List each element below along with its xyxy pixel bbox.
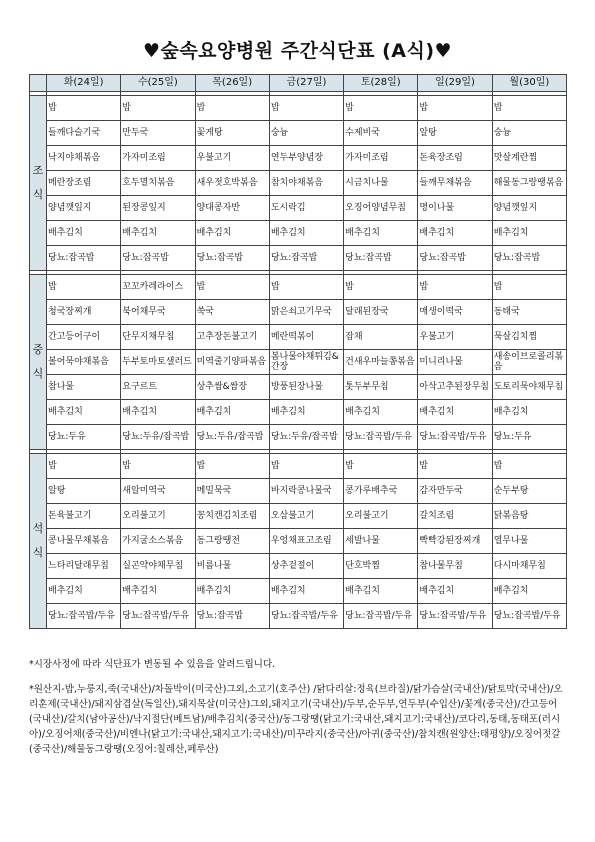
menu-item-cell: 밥 [269, 275, 343, 300]
menu-item-cell: 배추김치 [492, 579, 566, 604]
menu-item-cell: 당뇨:잡곡밥 [195, 246, 269, 271]
menu-item-cell: 배추김치 [121, 579, 195, 604]
menu-item-cell: 당뇨:잡곡밥 [195, 604, 269, 629]
menu-item-cell: 비름나물 [195, 554, 269, 579]
menu-item-cell: 당뇨:잡곡밥/두유 [344, 425, 418, 450]
menu-item-cell: 느타리달래무침 [47, 554, 121, 579]
menu-item-cell: 배추김치 [344, 221, 418, 246]
origin-notice: *원산지-밥,누룽지,죽(국내산)/차돌박이(미국산)그외,소고기(호주산) /닭다리살:정육(브라질)/닭가슴살(국내산)/닭토막(국내산)/오리훈제(국내산)/돼지삼겹살(독일산),돼지목살(미국산)그외,돼지고기(국내산)/두부,순두부,연두부(수입산)/꽃게(중국산)/간고등어(국내산)/갈치(남아공산)/낙지절단(베트남)/배추김치(중국산)/동그랑땡(닭고기:국내산,돼지고기:국내산)/코다리,동태,동태포(러시아)/오징어채(중국산)/비엔나(닭고기:국내산,돼지고기:국내산)/미꾸라지(중국산)/아귀(중국산)/참치캔(원양산:태평양)/오징어젓갈(중국산)/해물동그랑땡(오징어:칠레산,페루산) [29, 684, 563, 755]
menu-item-cell: 밥 [492, 454, 566, 479]
menu-item-cell: 수제비국 [344, 121, 418, 146]
day-header: 금(27일) [269, 75, 343, 92]
menu-item-cell: 오삼불고기 [269, 504, 343, 529]
menu-item-cell: 건새우마늘쫑볶음 [344, 350, 418, 375]
menu-item-cell: 배추김치 [492, 400, 566, 425]
menu-item-cell: 콩나물무채볶음 [47, 529, 121, 554]
menu-item-cell: 오리불고기 [344, 504, 418, 529]
menu-item-cell: 빡빡강된장찌개 [418, 529, 492, 554]
weekly-menu-table [29, 74, 567, 629]
menu-row [30, 604, 567, 629]
menu-item-cell: 배추김치 [47, 579, 121, 604]
menu-item-cell: 가자미조림 [344, 146, 418, 171]
menu-item-cell: 숭늉 [269, 121, 343, 146]
menu-item-cell: 새알미역국 [121, 479, 195, 504]
menu-item-cell: 감자만두국 [418, 479, 492, 504]
menu-item-cell: 메밀묵국 [195, 479, 269, 504]
menu-item-cell: 도토리묵야채무침 [492, 375, 566, 400]
menu-item-cell: 실곤약야채무침 [121, 554, 195, 579]
menu-item-cell: 양대콩자반 [195, 196, 269, 221]
menu-item-cell: 꽃게탕 [195, 121, 269, 146]
menu-item-cell: 메란장조림 [47, 171, 121, 196]
menu-item-cell: 밥 [269, 454, 343, 479]
menu-item-cell: 밥 [344, 275, 418, 300]
menu-item-cell: 밥 [492, 96, 566, 121]
menu-item-cell: 메란떡볶이 [269, 325, 343, 350]
menu-item-cell: 아삭고추된장무침 [418, 375, 492, 400]
menu-item-cell: 당뇨:두유/잡곡밥 [121, 425, 195, 450]
menu-item-cell: 청국장찌개 [47, 300, 121, 325]
menu-item-cell: 달래된장국 [344, 300, 418, 325]
menu-row [30, 325, 567, 350]
menu-row [30, 96, 567, 121]
header-corner [30, 75, 47, 92]
menu-row [30, 121, 567, 146]
menu-item-cell: 미니리나물 [418, 350, 492, 375]
menu-row [30, 454, 567, 479]
day-header-row [30, 75, 567, 92]
menu-item-cell: 오징어양념무침 [344, 196, 418, 221]
menu-row [30, 350, 567, 375]
menu-item-cell: 맛살계란찜 [492, 146, 566, 171]
menu-item-cell: 미역줄기양파볶음 [195, 350, 269, 375]
menu-item-cell: 당뇨:잡곡밥/두유 [269, 604, 343, 629]
menu-item-cell: 바지락콩나물국 [269, 479, 343, 504]
menu-item-cell: 낙지야채볶음 [47, 146, 121, 171]
menu-row [30, 425, 567, 450]
menu-item-cell: 참치야채볶음 [269, 171, 343, 196]
menu-item-cell: 잡채 [344, 325, 418, 350]
menu-item-cell: 밥 [492, 275, 566, 300]
menu-item-cell: 명이나물 [418, 196, 492, 221]
menu-item-cell: 돈육장조림 [418, 146, 492, 171]
menu-item-cell: 봄나물야채튀김&간장 [269, 350, 343, 375]
menu-item-cell: 우불고기 [195, 146, 269, 171]
menu-row [30, 221, 567, 246]
menu-item-cell: 당뇨:두유 [47, 425, 121, 450]
menu-item-cell: 배추김치 [195, 579, 269, 604]
menu-item-cell: 참나물무침 [418, 554, 492, 579]
menu-item-cell: 연두부양념장 [269, 146, 343, 171]
menu-item-cell: 당뇨:잡곡밥/두유 [418, 604, 492, 629]
menu-item-cell: 상추쌈&쌈장 [195, 375, 269, 400]
menu-item-cell: 당뇨:잡곡밥 [269, 246, 343, 271]
menu-item-cell: 당뇨:잡곡밥/두유 [121, 604, 195, 629]
menu-item-cell: 묵살김치찜 [492, 325, 566, 350]
menu-item-cell: 참나물 [47, 375, 121, 400]
menu-item-cell: 오리불고기 [121, 504, 195, 529]
menu-row [30, 400, 567, 425]
menu-item-cell: 순두부탕 [492, 479, 566, 504]
menu-item-cell: 두부토마토샐러드 [121, 350, 195, 375]
menu-row [30, 554, 567, 579]
menu-item-cell: 당뇨:잡곡밥/두유 [492, 604, 566, 629]
menu-item-cell: 배추김치 [269, 579, 343, 604]
menu-item-cell: 배추김치 [418, 221, 492, 246]
menu-item-cell: 북어채무국 [121, 300, 195, 325]
menu-item-cell: 배추김치 [344, 400, 418, 425]
menu-item-cell: 배추김치 [344, 579, 418, 604]
menu-item-cell: 배추김치 [418, 579, 492, 604]
menu-item-cell: 단호박찜 [344, 554, 418, 579]
menu-item-cell: 배추김치 [269, 221, 343, 246]
meal-label: 석 식 [30, 454, 47, 629]
menu-item-cell: 세발나물 [344, 529, 418, 554]
menu-item-cell: 배추김치 [47, 221, 121, 246]
menu-item-cell: 호두멸치볶음 [121, 171, 195, 196]
menu-item-cell: 만두국 [121, 121, 195, 146]
menu-item-cell: 들깨무채볶음 [418, 171, 492, 196]
menu-item-cell: 배추김치 [418, 400, 492, 425]
menu-body [30, 92, 567, 629]
menu-item-cell: 배추김치 [195, 221, 269, 246]
page-title: ♥숲속요양병원 주간식단표 (A식)♥ [142, 40, 453, 62]
menu-item-cell: 당뇨:잡곡밥/두유 [418, 425, 492, 450]
menu-item-cell: 밥 [418, 96, 492, 121]
menu-item-cell: 쑥국 [195, 300, 269, 325]
change-notice: *시장사정에 따라 식단표가 변동될 수 있음을 알려드립니다. [29, 659, 276, 670]
menu-item-cell: 매생이떡국 [418, 300, 492, 325]
menu-item-cell: 당뇨:잡곡밥 [47, 246, 121, 271]
menu-item-cell: 가자미조림 [121, 146, 195, 171]
menu-item-cell: 당뇨:두유/잡곡밥 [195, 425, 269, 450]
menu-item-cell: 밥 [418, 454, 492, 479]
menu-row [30, 579, 567, 604]
menu-item-cell: 배추김치 [121, 221, 195, 246]
menu-item-cell: 도시락김 [269, 196, 343, 221]
menu-row [30, 504, 567, 529]
menu-item-cell: 밥 [344, 454, 418, 479]
menu-item-cell: 방풍된장나물 [269, 375, 343, 400]
menu-item-cell: 당뇨:두유/잡곡밥 [269, 425, 343, 450]
menu-item-cell: 밥 [47, 454, 121, 479]
menu-item-cell: 배추김치 [492, 221, 566, 246]
menu-item-cell: 우불고기 [418, 325, 492, 350]
menu-item-cell: 양념깻잎지 [47, 196, 121, 221]
menu-item-cell: 알탕 [47, 479, 121, 504]
menu-item-cell: 다시마채무침 [492, 554, 566, 579]
menu-item-cell: 동그랑땡전 [195, 529, 269, 554]
menu-item-cell: 알탕 [418, 121, 492, 146]
menu-item-cell: 고추장돈불고기 [195, 325, 269, 350]
menu-item-cell: 닭볶음탕 [492, 504, 566, 529]
menu-item-cell: 배추김치 [47, 400, 121, 425]
menu-item-cell: 톳두부무침 [344, 375, 418, 400]
day-header: 화(24일) [47, 75, 121, 92]
menu-item-cell: 당뇨:잡곡밥/두유 [47, 604, 121, 629]
menu-item-cell: 꽁치캔김치조림 [195, 504, 269, 529]
menu-item-cell: 간고등어구이 [47, 325, 121, 350]
menu-row [30, 146, 567, 171]
menu-row [30, 196, 567, 221]
menu-item-cell: 당뇨:잡곡밥 [344, 246, 418, 271]
menu-row [30, 246, 567, 271]
menu-item-cell: 새송이브로콜리볶음 [492, 350, 566, 375]
menu-item-cell: 밥 [195, 454, 269, 479]
menu-item-cell: 밥 [121, 454, 195, 479]
menu-item-cell: 배추김치 [121, 400, 195, 425]
menu-item-cell: 들깨다슬기국 [47, 121, 121, 146]
menu-item-cell: 요구르트 [121, 375, 195, 400]
menu-item-cell: 맑은쇠고기무국 [269, 300, 343, 325]
menu-item-cell: 밥 [47, 96, 121, 121]
menu-row [30, 275, 567, 300]
menu-item-cell: 숭늉 [492, 121, 566, 146]
menu-item-cell: 당뇨:잡곡밥 [492, 246, 566, 271]
menu-item-cell: 밥 [344, 96, 418, 121]
meal-label: 조 식 [30, 96, 47, 271]
menu-item-cell: 당뇨:두유 [492, 425, 566, 450]
menu-item-cell: 배추김치 [195, 400, 269, 425]
menu-item-cell: 밥 [195, 275, 269, 300]
menu-row [30, 529, 567, 554]
menu-item-cell: 밥 [418, 275, 492, 300]
menu-item-cell: 동태국 [492, 300, 566, 325]
menu-item-cell: 단무지채무침 [121, 325, 195, 350]
menu-item-cell: 당뇨:잡곡밥 [418, 246, 492, 271]
menu-row [30, 479, 567, 504]
menu-item-cell: 가지굴소스볶음 [121, 529, 195, 554]
menu-item-cell: 볼어묵야채볶음 [47, 350, 121, 375]
menu-row [30, 171, 567, 196]
menu-item-cell: 콩가루배추국 [344, 479, 418, 504]
menu-item-cell: 우엉채표고조림 [269, 529, 343, 554]
menu-row [30, 375, 567, 400]
menu-item-cell: 돈육불고기 [47, 504, 121, 529]
menu-item-cell: 꼬꼬카레라이스 [121, 275, 195, 300]
menu-item-cell: 시금치나물 [344, 171, 418, 196]
menu-item-cell: 밥 [121, 96, 195, 121]
menu-item-cell: 밥 [195, 96, 269, 121]
menu-item-cell: 밥 [269, 96, 343, 121]
menu-item-cell: 열무나물 [492, 529, 566, 554]
menu-item-cell: 당뇨:잡곡밥/두유 [344, 604, 418, 629]
menu-item-cell: 갈치조림 [418, 504, 492, 529]
menu-item-cell: 새우젓호박볶음 [195, 171, 269, 196]
day-header: 월(30일) [492, 75, 566, 92]
menu-item-cell: 양념깻잎지 [492, 196, 566, 221]
menu-item-cell: 배추김치 [269, 400, 343, 425]
day-header: 수(25일) [121, 75, 195, 92]
menu-item-cell: 밥 [47, 275, 121, 300]
meal-label: 중 식 [30, 275, 47, 450]
menu-row [30, 300, 567, 325]
menu-item-cell: 된장콩잎지 [121, 196, 195, 221]
day-header: 목(26일) [195, 75, 269, 92]
day-header: 토(28일) [344, 75, 418, 92]
menu-item-cell: 해물동그랑땡볶음 [492, 171, 566, 196]
day-header: 일(29일) [418, 75, 492, 92]
menu-item-cell: 당뇨:잡곡밥 [121, 246, 195, 271]
menu-item-cell: 상추겉절이 [269, 554, 343, 579]
